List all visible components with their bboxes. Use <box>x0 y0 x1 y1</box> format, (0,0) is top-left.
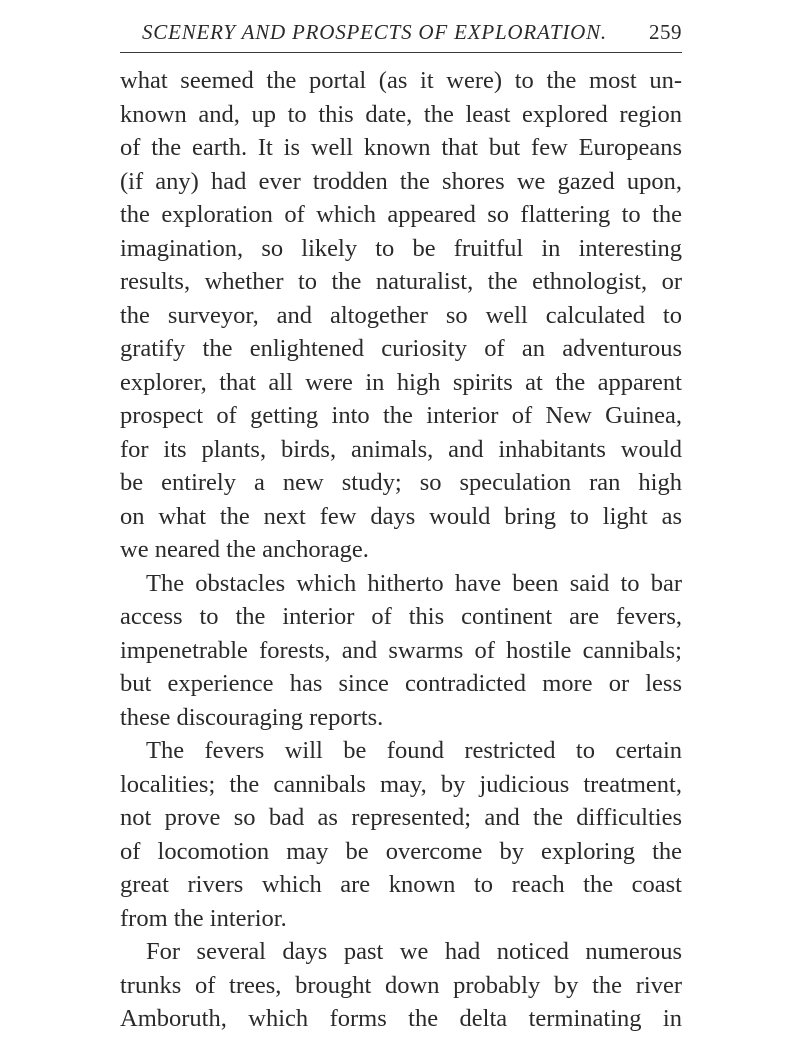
text-line: be entirely a new study; so speculation ran high <box>120 469 682 496</box>
text-line: for its plants, birds, animals, and inhabitants would <box>120 435 682 463</box>
text-line: these discouraging reports. <box>120 703 384 731</box>
text-line: localities; the cannibals may, by judicious treatment, <box>120 770 682 798</box>
text-line: gratify the enlightened curiosity of an adventurous <box>120 335 682 362</box>
page-number: 259 <box>649 20 682 44</box>
text-line: imagination, so likely to be fruitful in interesting <box>120 234 682 262</box>
text-line: results, whether to the naturalist, the ethnologist, or <box>120 268 682 295</box>
running-head <box>120 18 682 46</box>
text-line: from the interior. <box>120 904 287 932</box>
text-line: not prove so bad as represented; and the difficulties <box>120 804 682 831</box>
text-line: of the earth. It is well known that but few Europeans <box>120 134 682 161</box>
body-text <box>120 64 682 1036</box>
text-line: explorer, that all were in high spirits at the apparent <box>120 368 682 396</box>
header-rule <box>120 52 682 53</box>
text-line: known and, up to this date, the least explored region <box>120 100 682 128</box>
text-line: The obstacles which hitherto have been said to bar <box>146 569 682 597</box>
text-line: access to the interior of this continent are fevers, <box>120 603 682 630</box>
text-line: (if any) had ever trodden the shores we gazed upon, <box>120 167 682 195</box>
text-line: great rivers which are known to reach the coast <box>120 871 682 898</box>
text-line: we neared the anchorage. <box>120 536 369 563</box>
running-title: SCENERY AND PROSPECTS OF EXPLORATION. <box>142 20 607 44</box>
text-line: prospect of getting into the interior of New Guinea, <box>120 402 682 429</box>
text-line: For several days past we had noticed numerous <box>146 938 682 965</box>
text-line: but experience has since contradicted more or less <box>120 670 682 697</box>
text-line: what seemed the portal (as it were) to the most un- <box>120 67 682 94</box>
text-line: trunks of trees, brought down probably by the river <box>120 971 682 999</box>
text-line: The fevers will be found restricted to certain <box>146 737 682 764</box>
text-line: on what the next few days would bring to light as <box>120 502 682 530</box>
text-line: Amboruth, which forms the delta terminating in <box>120 1005 682 1032</box>
text-line: the surveyor, and altogether so well calculated to <box>120 301 682 329</box>
text-line: of locomotion may be overcome by exploring the <box>120 837 682 865</box>
text-line: the exploration of which appeared so flattering to the <box>120 201 682 228</box>
text-line: impenetrable forests, and swarms of hostile cannibals; <box>120 636 682 664</box>
